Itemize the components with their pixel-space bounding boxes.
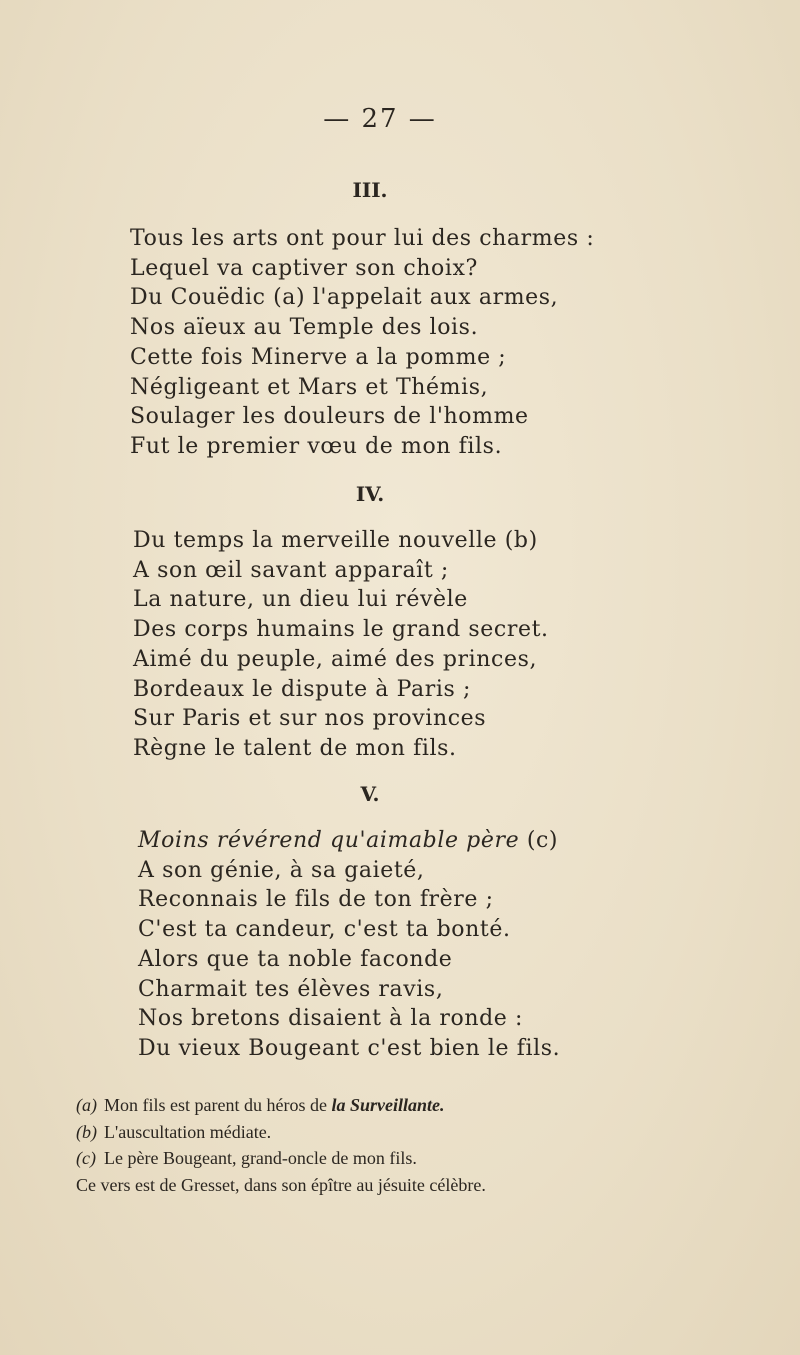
verse-line: Lequel va captiver son choix?	[130, 255, 478, 281]
footnote-b	[76, 1119, 486, 1146]
stanza-v	[138, 826, 560, 1064]
verse-line: A son génie, à sa gaieté,	[138, 857, 425, 883]
footnote-a	[76, 1092, 486, 1119]
footnote-text: L'auscultation médiate.	[104, 1121, 272, 1142]
verse-line: Alors que ta noble faconde	[138, 946, 453, 972]
verse-line: Sur Paris et sur nos provinces	[133, 706, 487, 732]
footnote-mark: (b)	[76, 1121, 97, 1142]
verse-line: Reconnais le fils de ton frère ;	[138, 887, 494, 913]
verse-line-italic: Moins révérend qu'aimable père	[138, 828, 520, 853]
verse-line: Règne le talent de mon fils.	[133, 735, 457, 761]
footnotes	[76, 1092, 486, 1198]
verse-line: C'est ta candeur, c'est ta bonté.	[138, 917, 511, 943]
verse-line: Charmait tes élèves ravis,	[138, 976, 444, 1002]
verse-line: Soulager les douleurs de l'homme	[130, 404, 529, 430]
stanza-iv	[133, 526, 549, 764]
verse-line: Du temps la merveille nouvelle (b)	[133, 528, 538, 553]
section-heading-v: V.	[360, 782, 380, 806]
footnote-italic: la Surveillante.	[331, 1095, 445, 1115]
footnote-c	[76, 1145, 486, 1172]
verse-line: Des corps humains le grand secret.	[133, 617, 549, 643]
footnote-c-continued: Ce vers est de Gresset, dans son épître au jésuite célèbre.	[76, 1174, 486, 1195]
verse-line: Aimé du peuple, aimé des princes,	[133, 646, 538, 672]
stanza-iii	[130, 224, 594, 462]
footnote-mark: (a)	[76, 1095, 97, 1115]
note-ref: (c)	[519, 828, 559, 853]
verse-line: Nos aïeux au Temple des lois.	[130, 315, 479, 341]
verse-line: Du Couëdic (a) l'appelait aux armes,	[130, 285, 559, 311]
verse-line: Bordeaux le dispute à Paris ;	[133, 676, 471, 702]
verse-line: Du vieux Bougeant c'est bien le fils.	[138, 1035, 561, 1061]
section-heading-iii: III.	[352, 178, 388, 202]
verse-line: A son œil savant apparaît ;	[133, 557, 449, 583]
verse-line: Fut le premier vœu de mon fils.	[130, 433, 503, 459]
section-heading-iv: IV.	[355, 482, 385, 506]
footnote-mark: (c)	[76, 1148, 96, 1168]
verse-line: Nos bretons disaient à la ronde :	[138, 1006, 524, 1032]
page-number: — 27 —	[323, 104, 437, 134]
verse-line	[138, 826, 560, 856]
footnote-text: Mon fils est parent du héros de	[104, 1095, 332, 1115]
verse-line: Tous les arts ont pour lui des charmes :	[130, 226, 595, 251]
footnote-text: Le père Bougeant, grand-oncle de mon fils.	[104, 1148, 417, 1168]
verse-line: Cette fois Minerve a la pomme ;	[130, 344, 507, 370]
verse-line: La nature, un dieu lui révèle	[133, 587, 468, 613]
verse-line: Négligeant et Mars et Thémis,	[130, 374, 489, 400]
